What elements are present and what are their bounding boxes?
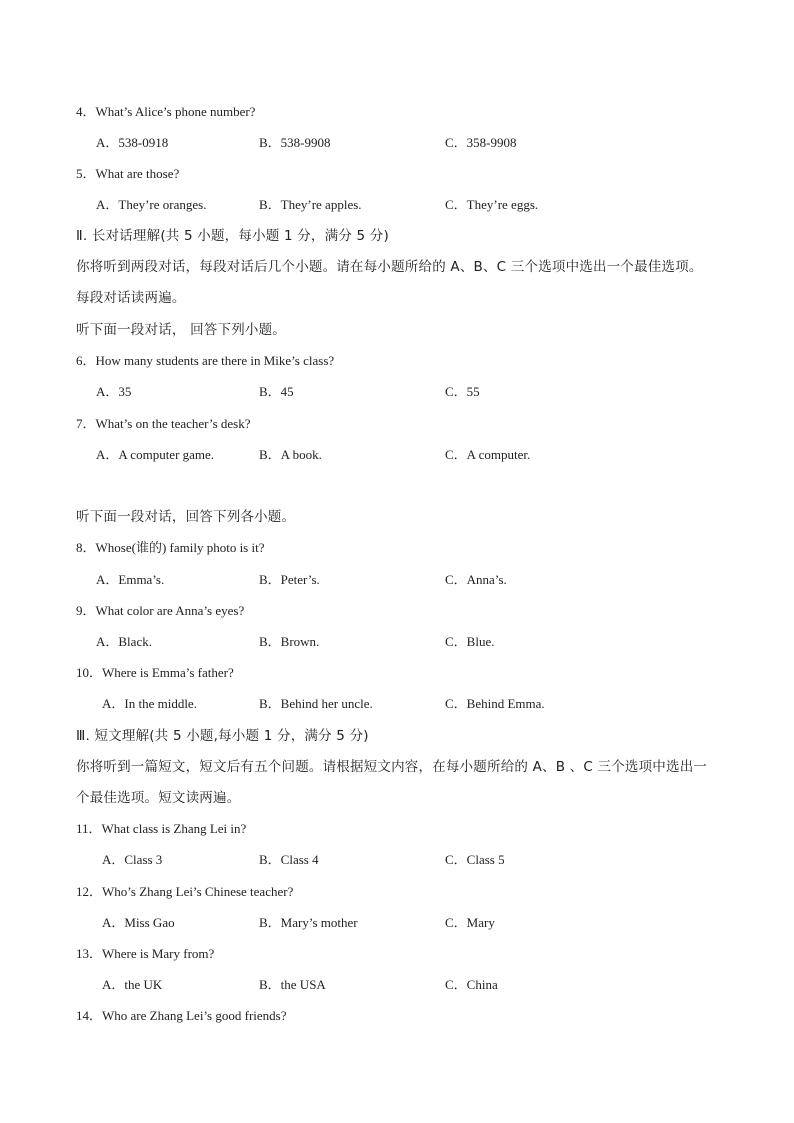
question-text: What’s on the teacher’s desk? bbox=[95, 416, 251, 431]
dialogue-1-prompt: 听下面一段对话， 回答下列小题。 bbox=[76, 322, 286, 338]
section-3-instructions-line-2: 个最佳选项。短文读两遍。 bbox=[76, 790, 241, 806]
option-a[interactable]: A．the UK bbox=[102, 977, 163, 992]
dialogue-2-prompt: 听下面一段对话，回答下列各小题。 bbox=[76, 509, 296, 525]
question-text: Where is Emma’s father? bbox=[102, 665, 234, 680]
option-c[interactable]: C．China bbox=[445, 977, 498, 992]
question-9 bbox=[76, 603, 244, 619]
question-6 bbox=[76, 353, 334, 369]
option-c[interactable]: C．Anna’s. bbox=[445, 572, 507, 587]
option-a[interactable]: A．35 bbox=[96, 384, 132, 399]
option-a[interactable]: A．538-0918 bbox=[96, 135, 169, 150]
option-b[interactable]: B．Brown. bbox=[259, 634, 320, 649]
option-b[interactable]: B．Peter’s. bbox=[259, 572, 320, 587]
question-number: 7． bbox=[76, 416, 96, 431]
option-b[interactable]: B．45 bbox=[259, 384, 294, 399]
question-4 bbox=[76, 104, 255, 120]
option-a[interactable]: A．Miss Gao bbox=[102, 915, 175, 930]
question-7 bbox=[76, 416, 251, 432]
option-c[interactable]: C．Behind Emma. bbox=[445, 696, 545, 711]
question-number: 10． bbox=[76, 665, 103, 680]
question-number: 6． bbox=[76, 353, 96, 368]
option-a[interactable]: A．They’re oranges. bbox=[96, 197, 207, 212]
question-11 bbox=[76, 821, 246, 837]
option-b[interactable]: B．Class 4 bbox=[259, 852, 319, 867]
option-b[interactable]: B．538-9908 bbox=[259, 135, 331, 150]
question-number: 14． bbox=[76, 1008, 103, 1023]
question-text: Whose(谁的) family photo is it? bbox=[95, 540, 265, 555]
option-c[interactable]: C．358-9908 bbox=[445, 135, 517, 150]
option-a[interactable]: A．In the middle. bbox=[102, 696, 197, 711]
option-c[interactable]: C．They’re eggs. bbox=[445, 197, 539, 212]
option-c[interactable]: C．Blue. bbox=[445, 634, 495, 649]
question-number: 4． bbox=[76, 104, 96, 119]
question-5 bbox=[76, 166, 179, 182]
question-text: Where is Mary from? bbox=[102, 946, 215, 961]
question-text: What color are Anna’s eyes? bbox=[95, 603, 245, 618]
question-13 bbox=[76, 946, 214, 962]
option-b[interactable]: B．A book. bbox=[259, 447, 322, 462]
question-text: Who’s Zhang Lei’s Chinese teacher? bbox=[102, 884, 294, 899]
option-a[interactable]: A．A computer game. bbox=[96, 447, 215, 462]
option-b[interactable]: B．They’re apples. bbox=[259, 197, 362, 212]
question-text: What’s Alice’s phone number? bbox=[95, 104, 256, 119]
section-2-instructions-line-1: 你将听到两段对话，每段对话后几个小题。请在每小题所给的 A、B、C 三个选项中选出一个最佳选项。 bbox=[76, 259, 703, 275]
section-3-heading: Ⅲ. 短文理解(共 5 小题,每小题 1 分，满分 5 分) bbox=[76, 728, 369, 744]
option-a[interactable]: A．Black. bbox=[96, 634, 152, 649]
section-2-heading: Ⅱ. 长对话理解(共 5 小题，每小题 1 分，满分 5 分) bbox=[76, 228, 389, 244]
question-10 bbox=[76, 665, 234, 681]
option-c[interactable]: C．Mary bbox=[445, 915, 495, 930]
question-text: Who are Zhang Lei’s good friends? bbox=[102, 1008, 287, 1023]
question-number: 12． bbox=[76, 884, 103, 899]
option-b[interactable]: B．Mary’s mother bbox=[259, 915, 358, 930]
question-12 bbox=[76, 884, 293, 900]
question-text: What class is Zhang Lei in? bbox=[101, 821, 247, 836]
option-c[interactable]: C．A computer. bbox=[445, 447, 531, 462]
question-number: 5． bbox=[76, 166, 96, 181]
option-c[interactable]: C．55 bbox=[445, 384, 480, 399]
question-number: 11． bbox=[76, 821, 102, 836]
option-a[interactable]: A．Class 3 bbox=[102, 852, 163, 867]
question-number: 13． bbox=[76, 946, 103, 961]
option-b[interactable]: B．the USA bbox=[259, 977, 326, 992]
question-number: 9． bbox=[76, 603, 96, 618]
question-8 bbox=[76, 540, 264, 556]
option-b[interactable]: B．Behind her uncle. bbox=[259, 696, 373, 711]
option-c[interactable]: C．Class 5 bbox=[445, 852, 505, 867]
section-2-instructions-line-2: 每段对话读两遍。 bbox=[76, 290, 186, 306]
question-number: 8． bbox=[76, 540, 96, 555]
question-14 bbox=[76, 1008, 286, 1024]
question-text: How many students are there in Mike’s class? bbox=[95, 353, 335, 368]
section-3-instructions-line-1: 你将听到一篇短文，短文后有五个问题。请根据短文内容，在每小题所给的 A、B 、C 三个选项中选出一 bbox=[76, 759, 708, 775]
question-text: What are those? bbox=[95, 166, 180, 181]
option-a[interactable]: A．Emma’s. bbox=[96, 572, 165, 587]
